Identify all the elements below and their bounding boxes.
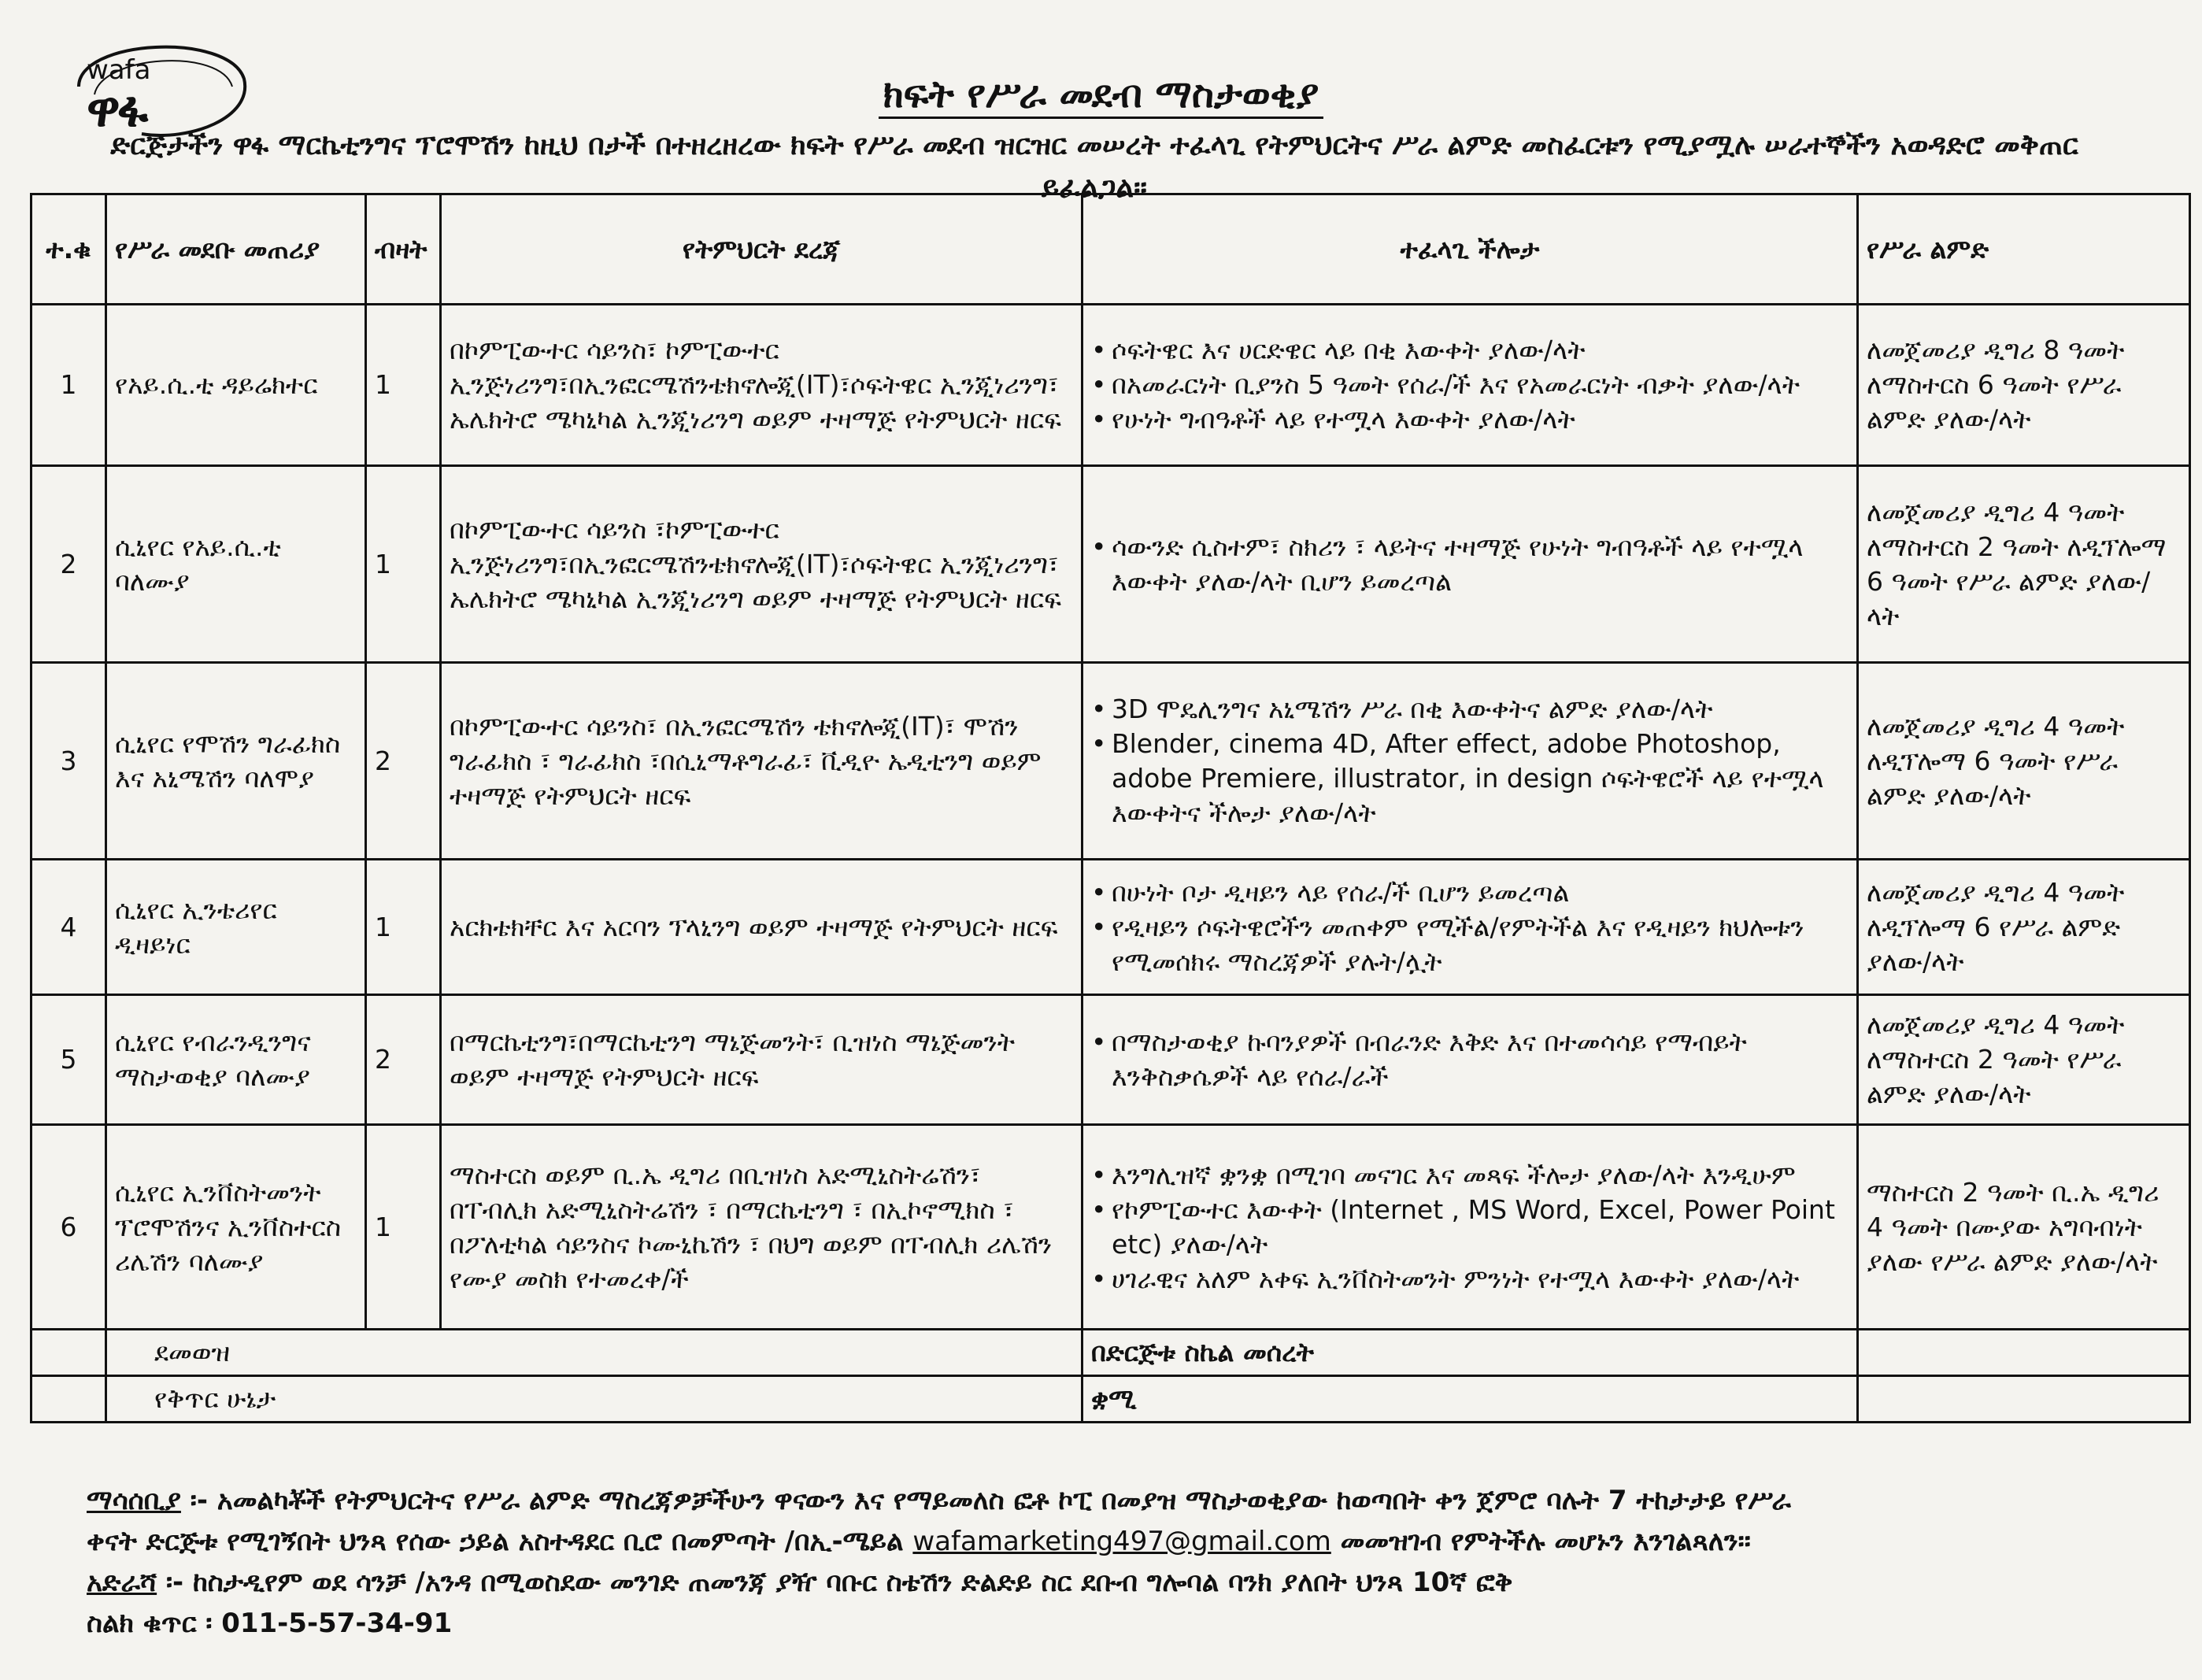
address-text: ፡- ከስታዲየም ወደ ሳንቻ /አንዳ በሚወስደው መንገድ ጠመንጃ ያዥ ባቡር ስቴሽን ድልድይ ስር ደቡብ ግሎባል ባንክ ያለበት ህንጻ 10ኛ ፎቅ: [165, 1567, 1513, 1598]
row-number: 4: [31, 860, 106, 995]
intro-paragraph: ድርጅታችን ዋፋ ማርኬቲንግና ፕሮሞሽን ከዚህ በታች በተዘረዘረው ክፍት የሥራ መደብ ዝርዝር መሠረት ተፈላጊ የትምህርትና ሥራ ልምድ መስፈርቱን የሚያሟሉ ሠራተኞችን አወዳድሮ መቅጠር ይፈልጋል።: [110, 129, 2078, 204]
job-requirements: [1082, 466, 1858, 663]
header-requirement: ተፈላጊ ችሎታ: [1082, 194, 1858, 305]
row-number: 6: [31, 1125, 106, 1330]
job-title: ሲኒየር የብራንዲንግና ማስታወቂያ ባለሙያ: [106, 995, 366, 1125]
logo-ethiopic-text: ዋፋ: [87, 80, 149, 138]
job-quantity: 2: [366, 663, 441, 860]
requirement-item: • በማስታወቂያ ኩባንያዎች በብራንድ እቅድ እና በተመሳሳይ የማብይት እንቅስቃሴዎች ላይ የሰራ/ራች: [1091, 1025, 1849, 1094]
address-line: [87, 1562, 2165, 1603]
address-label: አድራሻ: [87, 1567, 157, 1598]
row-number: 5: [31, 995, 106, 1125]
requirement-item: • ሳውንድ ሲስተም፣ ስክሪን ፣ ላይትና ተዛማጅ የሁነት ግብዓቶች ላይ የተሟላ እውቀት ያለው/ላት ቢሆን ይመረጣል: [1091, 530, 1849, 599]
requirement-item: • እንግሊዝኛ ቋንቋ በሚገባ መናገር እና መጻፍ ችሎታ ያለው/ላት እንዲሁም: [1091, 1158, 1849, 1193]
header-title: የሥራ መደቡ መጠሪያ: [106, 194, 366, 305]
table-row: [31, 663, 2190, 860]
requirement-item: • የዲዛይን ሶፍትዌሮችን መጠቀም የሚችል/የምትችል እና የዲዛይን ክህሎቱን የሚመሰክሩ ማስረጃዎች ያሉት/ሏት: [1091, 910, 1849, 979]
table-row: [31, 1125, 2190, 1330]
job-education: በኮምፒውተር ሳይንስ ፣ኮምፒውተር ኢንጅነሪንግ፣በኢንፎርሜሽንቴክኖሎጂ(IT)፣ሶፍትዌር ኢንጂነሪንግ፣ ኤሌክትሮ ሜካኒካል ኢንጂነሪንግ ወይም ተዛማጅ የትምህርት ዘርፍ: [441, 466, 1082, 663]
job-table: [30, 193, 2191, 1423]
note-text-1: ፡- አመልካቾች የትምህርትና የሥራ ልምድ ማስረጃዎቻችሁን ዋናውን እና የማይመለስ ፎቶ ኮፒ በመያዝ ማስታወቂያው ከወጣበት ቀን ጀምሮ ባሉት 7 ተከታታይ የሥራ: [190, 1485, 1791, 1516]
employment-row: [31, 1376, 2190, 1423]
job-title: ሲኒየር ኢንቴሪየር ዲዛይነር: [106, 860, 366, 995]
logo-latin-text: wafa: [87, 54, 151, 86]
job-quantity: 1: [366, 1125, 441, 1330]
job-education: ማስተርስ ወይም ቢ.ኤ ዲግሪ በቢዝነስ አድሚኒስትሬሽን፣ በፐብሊክ አድሚኒስትሬሽን ፣ በማርኬቲንግ ፣ በኢኮኖሚክስ ፣ በፖለቲካል ሳይንስና ኮሙኒኬሽን ፣ በህግ ወይም በፐብሊክ ሪሌሽን የሙያ መስክ የተመረቀ/ች: [441, 1125, 1082, 1330]
row-number: 1: [31, 305, 106, 466]
header-qty: ብዛት: [366, 194, 441, 305]
header-no: ተ.ቁ: [31, 194, 106, 305]
page-title: ክፍት የሥራ መደብ ማስታወቂያ: [0, 72, 2202, 117]
job-education: በኮምፒውተር ሳይንስ፣ በኢንፎርሜሽን ቴክኖሎጂ(IT)፣ ሞሽን ግራፊክስ ፣ ግራፊክስ ፣በሲኒማቶግራፊ፣ ቪዲዮ ኤዲቲንግ ወይም ተዛማጅ የትምህርት ዘርፍ: [441, 663, 1082, 860]
requirement-item: • በአመራርነት ቢያንስ 5 ዓመት የሰራ/ች እና የአመራርነት ብቃት ያለው/ላት: [1091, 368, 1849, 402]
job-requirements: [1082, 860, 1858, 995]
job-experience: ለመጀመሪያ ዲግሪ 4 ዓመት ለዲፕሎማ 6 የሥራ ልምድ ያለው/ላት: [1858, 860, 2190, 995]
note-line-2: [87, 1521, 2165, 1562]
table-row: [31, 305, 2190, 466]
note-text-2a: ቀናት ድርጅቱ የሚገኝበት ህንጻ የሰው ኃይል አስተዳደር ቢሮ በመምጣት /በኢ-ሜይል: [87, 1526, 904, 1557]
requirement-item: • ሀገራዊና አለም አቀፍ ኢንቨስትመንት ምንነት የተሟላ እውቀት ያለው/ላት: [1091, 1262, 1849, 1297]
job-education: በማርኬቲንግ፣በማርኬቲንግ ማኔጅመንት፣ ቢዝነስ ማኔጅመንት ወይም ተዛማጅ የትምህርት ዘርፍ: [441, 995, 1082, 1125]
row-number: 3: [31, 663, 106, 860]
requirement-item: • 3D ሞዴሊንግና አኒሜሽን ሥራ በቂ እውቀትና ልምድ ያለው/ላት: [1091, 692, 1849, 727]
job-requirements: [1082, 663, 1858, 860]
salary-row: [31, 1330, 2190, 1376]
employment-label: የቅጥር ሁኔታ: [106, 1376, 1082, 1423]
job-requirements: [1082, 995, 1858, 1125]
header-education: የትምህርት ደረጃ: [441, 194, 1082, 305]
job-title: ሲኒየር የአይ.ሲ.ቲ ባለሙያ: [106, 466, 366, 663]
job-title: የአይ.ሲ.ቲ ዳይሬክተር: [106, 305, 366, 466]
table-header-row: [31, 194, 2190, 305]
requirement-item: • በሁነት ቦታ ዲዛይን ላይ የሰራ/ች ቢሆን ይመረጣል: [1091, 875, 1849, 910]
job-experience: ለመጀመሪያ ዲግሪ 4 ዓመት ለማስተርስ 2 ዓመት የሥራ ልምድ ያለው/ላት: [1858, 995, 2190, 1125]
requirement-item: • የሁነት ግብዓቶች ላይ የተሟላ እውቀት ያለው/ላት: [1091, 402, 1849, 437]
job-title: ሲኒየር የሞሽን ግራፊክስ እና አኒሜሽን ባለሞያ: [106, 663, 366, 860]
employment-value: ቋሚ: [1082, 1376, 1858, 1423]
table-row: [31, 860, 2190, 995]
job-requirements: [1082, 305, 1858, 466]
requirement-item: • Blender, cinema 4D, After effect, adobe Photoshop, adobe Premiere, illustrator, in design ሶፍትዌሮች ላይ የተሟላ እውቀትና ችሎታ ያለው/ላት: [1091, 727, 1849, 831]
job-quantity: 1: [366, 305, 441, 466]
note-text-2b: መመዝገብ የምትችሉ መሆኑን እንገልጻለን፡፡: [1340, 1526, 1751, 1557]
job-experience: ለመጀመሪያ ዲግሪ 4 ዓመት ለዲፕሎማ 6 ዓመት የሥራ ልምድ ያለው/ላት: [1858, 663, 2190, 860]
job-education: በኮምፒውተር ሳይንስ፣ ኮምፒውተር ኢንጅነሪንግ፣በኢንፎርሜሽንቴክኖሎጂ(IT)፣ሶፍትዌር ኢንጂነሪንግ፣ ኤሌክትሮ ሜካኒካል ኢንጂነሪንግ ወይም ተዛማጅ የትምህርት ዘርፍ: [441, 305, 1082, 466]
note-label: ማሳሰቢያ: [87, 1485, 181, 1516]
job-experience: ለመጀመሪያ ዲግሪ 8 ዓመት ለማስተርስ 6 ዓመት የሥራ ልምድ ያለው/ላት: [1858, 305, 2190, 466]
salary-label: ደመወዝ: [106, 1330, 1082, 1376]
header-experience: የሥራ ልምድ: [1858, 194, 2190, 305]
note-line-1: [87, 1480, 2165, 1521]
job-experience: ማስተርስ 2 ዓመት ቢ.ኤ ዲግሪ 4 ዓመት በሙያው አግባብነት ያለው የሥራ ልምድ ያለው/ላት: [1858, 1125, 2190, 1330]
job-quantity: 1: [366, 466, 441, 663]
email-link[interactable]: wafamarketing497@gmail.com: [912, 1526, 1331, 1557]
job-education: አርክቴክቸር እና አርባን ፕላኒንግ ወይም ተዛማጅ የትምህርት ዘርፍ: [441, 860, 1082, 995]
table-row: [31, 995, 2190, 1125]
job-title: ሲኒየር ኢንቨስትመንት ፕሮሞሽንና ኢንቨስተርስ ሪሌሽን ባለሙያ: [106, 1125, 366, 1330]
requirement-item: • ሶፍትዌር እና ሀርድዌር ላይ በቂ እውቀት ያለው/ላት: [1091, 333, 1849, 368]
table-row: [31, 466, 2190, 663]
row-number: 2: [31, 466, 106, 663]
salary-value: በድርጅቱ ስኬል መሰረት: [1082, 1330, 1858, 1376]
job-experience: ለመጀመሪያ ዲግሪ 4 ዓመት ለማስተርስ 2 ዓመት ለዲፕሎማ 6 ዓመት የሥራ ልምድ ያለው/ላት: [1858, 466, 2190, 663]
requirement-item: • የኮምፒውተር እውቀት (Internet , MS Word, Excel, Power Point etc) ያለው/ላት: [1091, 1193, 1849, 1262]
footer-notes: [87, 1480, 2165, 1644]
job-quantity: 1: [366, 860, 441, 995]
job-quantity: 2: [366, 995, 441, 1125]
phone-line: ስልክ ቁጥር ፡ 011-5-57-34-91: [87, 1608, 453, 1639]
job-requirements: [1082, 1125, 1858, 1330]
